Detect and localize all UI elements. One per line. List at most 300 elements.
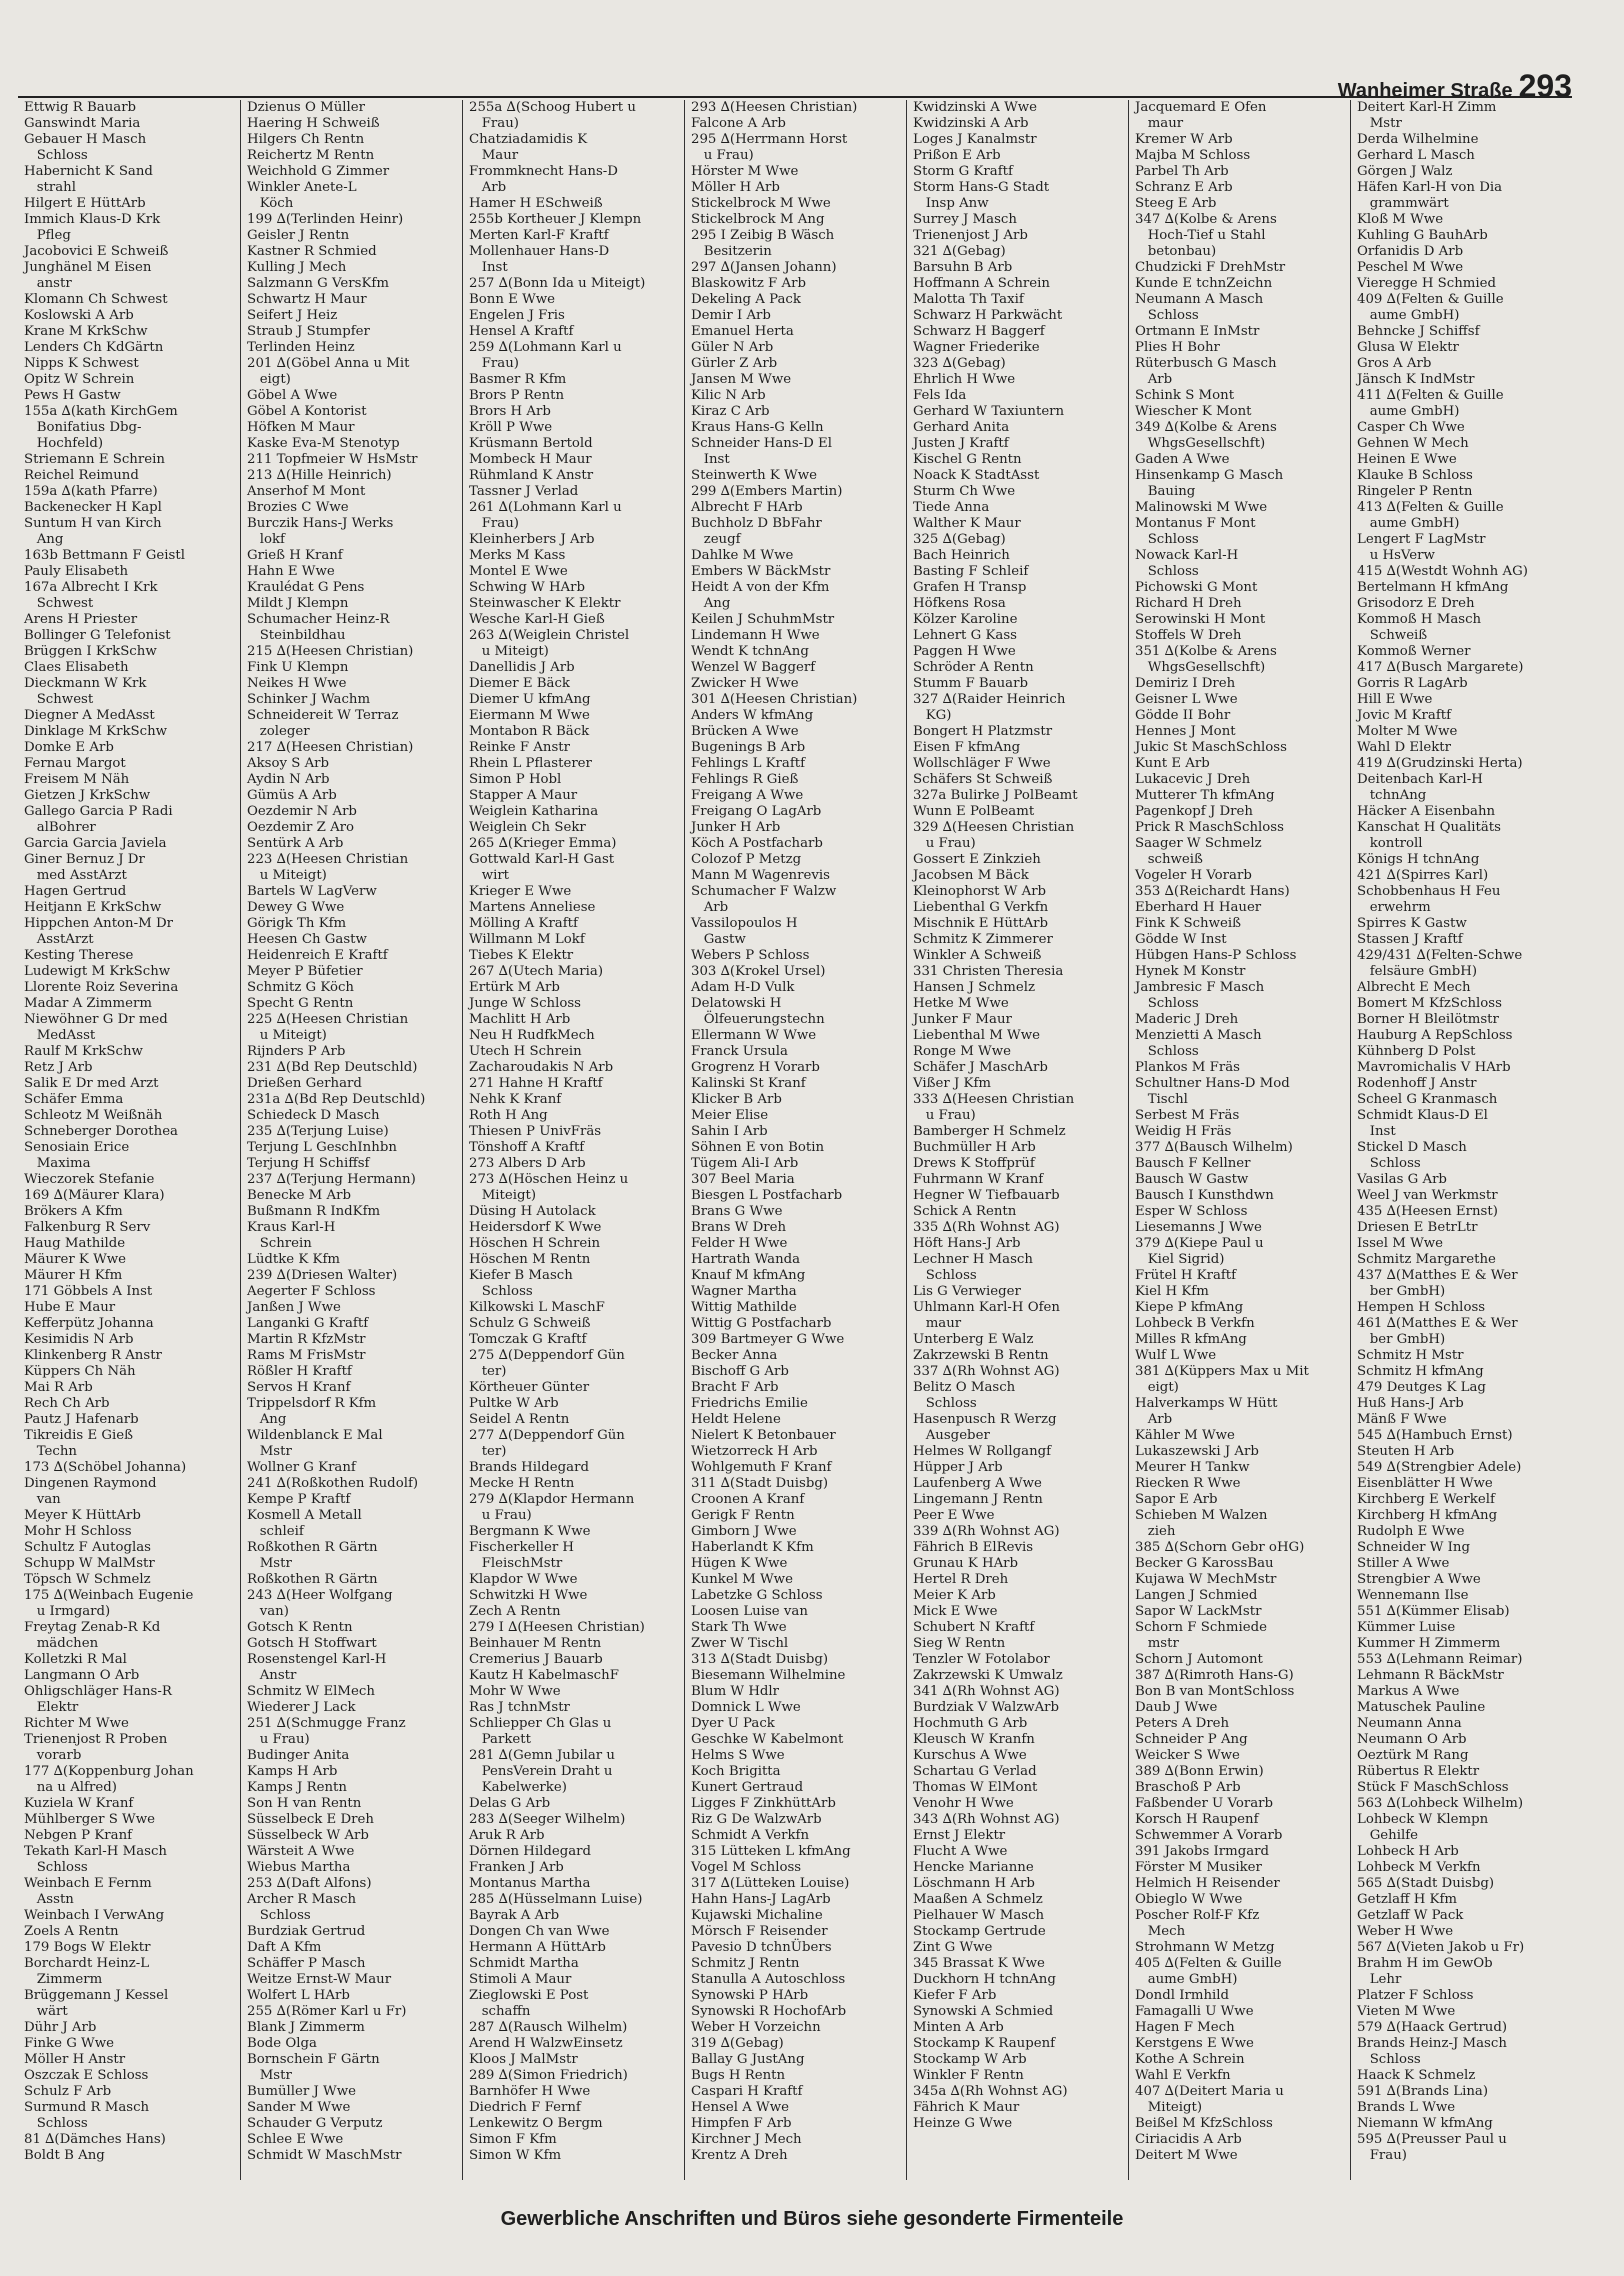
directory-entry: Neumann Anna [1357,1716,1462,1731]
directory-entry: Poscher Rolf-F Kfz [1135,1908,1260,1923]
directory-entry: Töpsch W Schmelz [24,1572,151,1587]
directory-entry: Kunert Gertraud [691,1780,804,1795]
directory-entry: Kulling J Mech [247,260,347,275]
directory-entry: Schneider Hans-D El [691,436,833,451]
directory-entry: Loges J Kanalmstr [913,132,1037,147]
directory-entry: Kwidzinski A Arb [913,116,1029,131]
directory-entry: Peters A Dreh [1135,1716,1230,1731]
directory-entry: 591 ∆(Brands Lina) [1357,2084,1489,2099]
directory-entry: Stickel D Masch [1357,1140,1467,1155]
directory-entry: Franck Ursula [691,1044,788,1059]
directory-entry: eigt) [1135,1380,1179,1395]
directory-entry: wärt [24,2004,68,2019]
directory-entry: Schmitz K Zimmerer [913,932,1053,947]
directory-entry: 409 ∆(Felten & Guille [1357,292,1504,307]
directory-entry: Deitert M Wwe [1135,2148,1238,2163]
directory-entry: Richard H Dreh [1135,596,1242,611]
directory-entry: u Frau) [469,1508,532,1523]
directory-entry: Gietzen J KrkSchw [24,788,151,803]
directory-entry: Jansen M Wwe [691,372,792,387]
directory-entry: maur [913,1316,962,1331]
directory-entry: Merten Karl-F Kraftf [469,228,609,243]
directory-entry: Kujawski Michaline [691,1908,823,1923]
directory-entry: Heitjann E KrkSchw [24,900,162,915]
directory-entry: 323 ∆(Gebag) [913,356,1006,371]
directory-entry: Hagen F Mech [1135,2020,1235,2035]
directory-entry: Möller H Arb [691,180,780,195]
directory-entry: Stumm F Bauarb [913,676,1028,691]
directory-entry: Hahn E Wwe [247,564,335,579]
directory-entry: Braschoß P Arb [1135,1780,1241,1795]
directory-entry: schaffn [469,2004,531,2019]
directory-entry: 335 ∆(Rh Wohnst AG) [913,1220,1060,1235]
directory-entry: 567 ∆(Vieten Jakob u Fr) [1357,1940,1525,1955]
directory-entry: Mstr [247,1556,292,1571]
directory-entry: Biesemann Wilhelmine [691,1668,846,1683]
directory-entry: Martens Anneliese [469,900,596,915]
directory-entry: Buchmüller H Arb [913,1140,1036,1155]
directory-entry: Kuziela W Kranf [24,1796,134,1811]
directory-entry: Haering H Schweiß [247,116,380,131]
directory-entry: 343 ∆(Rh Wohnst AG) [913,1812,1060,1827]
directory-entry: Klapdor W Wwe [469,1572,578,1587]
directory-entry: Noack K StadtAsst [913,468,1040,483]
directory-entry: Vasilas G Arb [1357,1172,1447,1187]
directory-entry: 163b Bettmann F Geistl [24,548,185,563]
directory-entry: Deitenbach Karl-H [1357,772,1483,787]
directory-entry: Mischnik E HüttArb [913,916,1049,931]
directory-entry: Wenzel W Baggerf [691,660,816,675]
directory-entry: 179 Bogs W Elektr [24,1940,151,1955]
directory-entry: Weinbach I VerwAng [24,1908,165,1923]
directory-entry: Dzienus O Müller [247,100,366,115]
directory-entry: Lehr [1357,1972,1402,1987]
directory-entry: Brüggemann J Kessel [24,1988,169,2003]
directory-entry: Rodenhoff J Anstr [1357,1076,1477,1091]
directory-entry: Issel M Wwe [1357,1236,1444,1251]
directory-entry: Zakrzewski B Rentn [913,1348,1049,1363]
directory-entry: alBohrer [24,820,96,835]
directory-entry: Schloss [24,148,88,163]
directory-entry: 273 ∆(Höschen Heinz u [469,1172,629,1187]
directory-entry: Hoch-Tief u Stahl [1135,228,1266,243]
directory-entry: Freytag Zenab-R Kd [24,1620,161,1635]
directory-entry: Mildt J Klempn [247,596,349,611]
directory-entry: Stück F MaschSchloss [1357,1780,1509,1795]
directory-entry: Zwicker H Wwe [691,676,799,691]
directory-entry: Geisner L Wwe [1135,692,1238,707]
directory-entry: Walther K Maur [913,516,1021,531]
directory-entry: Schulz G Schweiß [469,1316,591,1331]
directory-entry: 275 ∆(Deppendorf Gün [469,1348,625,1363]
directory-entry: Pfleg [24,228,71,243]
directory-entry: 311 ∆(Stadt Duisbg) [691,1476,829,1491]
directory-entry: Brücken A Wwe [691,724,799,739]
directory-entry: Chudzicki F DrehMstr [1135,260,1286,275]
directory-entry: Schwing W HArb [469,580,586,595]
header-rule [18,96,1572,98]
directory-entry: Duckhorn H tchnAng [913,1972,1056,1987]
directory-entry: Behncke J Schiffsf [1357,324,1480,339]
directory-entry: Heinen E Wwe [1357,452,1457,467]
directory-entry: Simon W Kfm [469,2148,562,2163]
directory-entry: Vogeler H Vorarb [1135,868,1252,883]
directory-entry: 225 ∆(Heesen Christian [247,1012,409,1027]
directory-entry: 321 ∆(Gebag) [913,244,1006,259]
directory-entry: Göbel A Wwe [247,388,338,403]
directory-entry: aume GmbH) [1357,308,1460,323]
directory-entry: Schink S Mont [1135,388,1235,403]
directory-entry: Zimmerm [24,1972,103,1987]
directory-entry: Kraulédat G Pens [247,580,365,595]
directory-entry: Sahin I Arb [691,1124,768,1139]
directory-entry: Kölzer Karoline [913,612,1018,627]
directory-entry: Schick A Rentn [913,1204,1017,1219]
directory-entry: u Irmgard) [24,1604,111,1619]
directory-entry: Llorente Roiz Severina [24,980,179,995]
directory-entry: 293 ∆(Heesen Christian) [691,100,858,115]
footer-note: Gewerbliche Anschriften und Büros siehe gesonderte Firmenteile [500,2208,1124,2230]
directory-entry: Grogrenz H Vorarb [691,1060,820,1075]
directory-entry: Burdziak V WalzwArb [913,1700,1060,1715]
directory-entry: Schmidt Klaus-D El [1357,1108,1488,1123]
directory-entry: 159a ∆(kath Pfarre) [24,484,158,499]
directory-entry: 381 ∆(Küppers Max u Mit [1135,1364,1309,1379]
directory-entry: Bracht F Arb [691,1380,779,1395]
directory-entry: Sieg W Rentn [913,1636,1006,1651]
directory-entry: Lukaszewski J Arb [1135,1444,1259,1459]
directory-entry: Inst [1357,1124,1396,1139]
directory-entry: Rühmland K Anstr [469,468,594,483]
directory-entry: Güler N Arb [691,340,774,355]
directory-entry: Kolletzki R Mal [24,1652,127,1667]
directory-entry: KG) [913,708,952,723]
directory-entry: Gehilfe [1357,1828,1419,1843]
directory-entry: 327a Bulirke J PolBeamt [913,788,1078,803]
directory-entry: Hörster M Wwe [691,164,799,179]
directory-entry: 411 ∆(Felten & Guille [1357,388,1504,403]
directory-entry: 309 Bartmeyer G Wwe [691,1332,845,1347]
directory-entry: Gastw [691,932,746,947]
directory-entry: 417 ∆(Busch Margarete) [1357,660,1524,675]
directory-entry: Domnick L Wwe [691,1700,801,1715]
directory-entry: Delas G Arb [469,1796,551,1811]
directory-entry: Gürler Z Arb [691,356,778,371]
directory-entry: Bayrak A Arb [469,1908,560,1923]
directory-entry: 171 Göbbels A Inst [24,1284,153,1299]
directory-entry: Görigk Th Kfm [247,916,347,931]
directory-entry: ter) [469,1364,507,1379]
directory-entry: Gerigk F Rentn [691,1508,795,1523]
directory-entry: Junge W Schloss [469,996,581,1011]
directory-entry: Prick R MaschSchloss [1135,820,1284,835]
column-6 [1128,100,1350,2180]
directory-entry: Driesen E BetrLtr [1357,1220,1478,1235]
directory-entry: Stockamp Gertrude [913,1924,1046,1939]
directory-entry: Raulf M KrkSchw [24,1044,143,1059]
directory-entry: Schranz E Arb [1135,180,1233,195]
directory-entry: Kloos J MalMstr [469,2052,578,2067]
directory-entry: Wagner Martha [691,1284,797,1299]
directory-entry: Sturm Ch Wwe [913,484,1016,499]
directory-entry: Rübertus R Elektr [1357,1764,1480,1779]
directory-entry: Montanus Martha [469,1876,591,1891]
directory-entry: 429/431 ∆(Felten-Schwe [1357,948,1523,963]
directory-entry: Rijnders P Arb [247,1044,346,1059]
directory-entry: vorarb [24,1748,82,1763]
directory-entry: Düsing H Autolack [469,1204,596,1219]
directory-entry: 295 ∆(Herrmann Horst [691,132,848,147]
directory-entry: mädchen [24,1636,99,1651]
directory-entry: Hasenpusch R Werzg [913,1412,1057,1427]
directory-entry: Mutterer Th kfmAng [1135,788,1275,803]
directory-entry: Bonn E Wwe [469,292,555,307]
directory-entry: Schauder G Verputz [247,2116,383,2131]
directory-entry: Sapor E Arb [1135,1492,1218,1507]
directory-entry: Schmitz J Rentn [691,1956,800,1971]
directory-entry: Mavromichalis V HArb [1357,1060,1511,1075]
directory-entry: 579 ∆(Haack Gertrud) [1357,2020,1508,2035]
directory-entry: Fink U Klempn [247,660,349,675]
directory-entry: Pagenkopf J Dreh [1135,804,1253,819]
directory-entry: Diegner A MedAsst [24,708,155,723]
directory-entry: Junghänel M Eisen [24,260,152,275]
directory-entry: Heinze G Wwe [913,2116,1013,2131]
directory-entry: Meyer P Büfetier [247,964,363,979]
directory-entry: Wittig Mathilde [691,1300,797,1315]
directory-entry: Wagner Friederike [913,340,1040,355]
directory-entry: Hinsenkamp G Masch [1135,468,1284,483]
directory-entry: Kilkowski L MaschF [469,1300,605,1315]
directory-entry: Geschke W Kabelmont [691,1732,844,1747]
directory-entry: Plankos M Fräs [1135,1060,1240,1075]
street-name: Wanheimer Straße [1337,80,1513,102]
directory-entry: Fischerkeller H [469,1540,575,1555]
directory-entry: Synowski R HochofArb [691,2004,847,2019]
directory-entry: Hoffmann A Schrein [913,276,1050,291]
directory-entry: Höfkens Rosa [913,596,1006,611]
directory-entry: 297 ∆(Jansen Johann) [691,260,837,275]
directory-entry: Schmidt W MaschMstr [247,2148,402,2163]
directory-entry: Stockamp W Arb [913,2052,1027,2067]
directory-entry: Daub J Wwe [1135,1700,1218,1715]
directory-entry: Brüggen I KrkSchw [24,644,157,659]
directory-entry: 257 ∆(Bonn Ida u Miteigt) [469,276,646,291]
directory-entry: u Miteigt) [247,868,327,883]
directory-entry: 217 ∆(Heesen Christian) [247,740,414,755]
directory-entry: Claes Elisabeth [24,660,129,675]
directory-entry: Pavesio D tchnÜbers [691,1940,832,1955]
directory-entry: Oeztürk M Rang [1357,1748,1469,1763]
directory-entry: Simon F Kfm [469,2132,557,2147]
directory-entry: ber GmbH) [1357,1332,1446,1347]
directory-entry: Lechner H Masch [913,1252,1033,1267]
directory-entry: 563 ∆(Lohbeck Wilhelm) [1357,1796,1524,1811]
directory-entry: Grunau K HArb [913,1556,1019,1571]
directory-entry: Friedrichs Emilie [691,1396,808,1411]
directory-entry: PensVerein Draht u [469,1764,613,1779]
directory-entry: Schumacher F Walzw [691,884,837,899]
directory-entry: 261 ∆(Lohmann Karl u [469,500,622,515]
directory-entry: Keilen J SchuhmMstr [691,612,835,627]
directory-entry: Halverkamps W Hütt [1135,1396,1278,1411]
directory-entry: Fährich K Maur [913,2100,1020,2115]
directory-entry: Caspari H Kraftf [691,2084,803,2099]
directory-entry: Schloss [1357,1156,1421,1171]
directory-entry: Felder H Wwe [691,1236,788,1251]
directory-entry: Sentürk A Arb [247,836,344,851]
directory-entry: Wolfert L HArb [247,1988,350,2003]
directory-entry: WhgsGesellschft) [1135,436,1266,451]
directory-entry: Bode Olga [247,2036,317,2051]
directory-entry: Dahlke M Wwe [691,548,794,563]
directory-entry: Wulf L Wwe [1135,1348,1217,1363]
directory-entry: Burdziak Gertrud [247,1924,366,1939]
directory-entry: 167a Albrecht I Krk [24,580,158,595]
directory-entry: Roth H Ang [469,1108,548,1123]
directory-entry: Kosmell A Metall [247,1508,362,1523]
directory-entry: Fels Ida [913,388,967,403]
directory-entry: Techn [24,1444,77,1459]
directory-entry: Ballay G JustAng [691,2052,805,2067]
directory-entry: Neumann O Arb [1357,1732,1467,1747]
directory-entry: Hempen H Schloss [1357,1300,1486,1315]
directory-entry: 231a ∆(Bd Rep Deutschld) [247,1092,426,1107]
directory-entry: erwehrm [1357,900,1431,915]
directory-entry: Aruk R Arb [469,1828,545,1843]
directory-entry: Montanus F Mont [1135,516,1256,531]
directory-entry: Tönshoff A Kraftf [469,1140,585,1155]
directory-entry: Merks M Kass [469,548,566,563]
directory-entry: Tomczak G Kraftf [469,1332,587,1347]
directory-entry: Dyer U Pack [691,1716,775,1731]
directory-entry: Burczik Hans-J Werks [247,516,394,531]
directory-entry: 413 ∆(Felten & Guille [1357,500,1504,515]
directory-entry: Gossert E Zinkzieh [913,852,1041,867]
directory-entry: Wiederer J Lack [247,1700,356,1715]
directory-entry: Kleinophorst W Arb [913,884,1047,899]
directory-entry: Ellermann W Wwe [691,1028,817,1043]
directory-entry: Janßen J Wwe [247,1300,341,1315]
directory-entry: Bornschein F Gärtn [247,2052,380,2067]
directory-entry: Mohr W Wwe [469,1684,561,1699]
directory-entry: ber GmbH) [1357,1284,1446,1299]
directory-entry: Haug Mathilde [24,1236,126,1251]
directory-entry: Fernau Margot [24,756,126,771]
directory-entry: Albrecht F HArb [691,500,803,515]
directory-entry: Gödde II Bohr [1135,708,1231,723]
directory-entry: Gros A Arb [1357,356,1432,371]
directory-entry: Höft Hans-J Arb [913,1236,1021,1251]
directory-entry: Storm Hans-G Stadt [913,180,1050,195]
directory-entry: Schartau G Verlad [913,1764,1037,1779]
directory-entry: 255b Kortheuer J Klempn [469,212,642,227]
directory-entry: Nowack Karl-H [1135,548,1239,563]
directory-entry: Bußmann R IndKfm [247,1204,381,1219]
directory-entry: Thomas W ElMont [913,1780,1038,1795]
directory-entry: Stassen J Kraftf [1357,932,1463,947]
directory-entry: 565 ∆(Stadt Duisbg) [1357,1876,1495,1891]
directory-entry: Gödde W Inst [1135,932,1227,947]
directory-entry: Anstr [247,1668,297,1683]
directory-entry: Krentz A Dreh [691,2148,788,2163]
directory-entry: Insp Anw [913,196,989,211]
directory-entry: Heldt Helene [691,1412,781,1427]
directory-entry: med AsstArzt [24,868,127,883]
directory-entry: 333 ∆(Heesen Christian [913,1092,1075,1107]
directory-entry: Bollinger G Telefonist [24,628,171,643]
directory-entry: eigt) [247,372,291,387]
directory-entry: Hübgen Hans-P Schloss [1135,948,1297,963]
directory-entry: Klicker B Arb [691,1092,782,1107]
directory-entry: Schubert N Kraftf [913,1620,1035,1635]
directory-entry: Ras J tchnMstr [469,1700,570,1715]
directory-entry: 263 ∆(Weiglein Christel [469,628,630,643]
directory-entry: u Frau) [247,1732,310,1747]
directory-entry: Neumann A Masch [1135,292,1264,307]
directory-entry: Schwest [24,692,94,707]
directory-entry: Schultz F Autoglas [24,1540,151,1555]
directory-entry: 283 ∆(Seeger Wilhelm) [469,1812,626,1827]
directory-entry: Höschen H Schrein [469,1236,601,1251]
directory-entry: Kurschus A Wwe [913,1748,1027,1763]
directory-entry: Maaßen A Schmelz [913,1892,1043,1907]
directory-entry: Kamps H Arb [247,1764,338,1779]
directory-entry: Reichel Reimund [24,468,139,483]
directory-entry: Gerhard W Taxiuntern [913,404,1065,419]
directory-entry: Finke G Wwe [24,2036,114,2051]
directory-entry: Göbel A Kontorist [247,404,367,419]
directory-entry: Strohmann W Metzg [1135,1940,1275,1955]
directory-entry: 241 ∆(Roßkothen Rudolf) [247,1476,419,1491]
directory-entry: Steinwerth K Wwe [691,468,817,483]
directory-entry: Garcia Garcia Javiela [24,836,167,851]
directory-entry: Zoels A Rentn [24,1924,119,1939]
directory-entry: Derda Wilhelmine [1357,132,1479,147]
directory-entry: Bartels W LagVerw [247,884,377,899]
directory-entry: Bausch W Gastw [1135,1172,1249,1187]
directory-entry: Oszczak E Schloss [24,2068,149,2083]
directory-entry: Jänsch K IndMstr [1357,372,1475,387]
directory-entry: Weber H Vorzeichn [691,2020,821,2035]
directory-entry: Hauburg A RepSchloss [1357,1028,1513,1043]
directory-entry: Borchardt Heinz-L [24,1956,150,1971]
directory-entry: zieh [1135,1524,1176,1539]
directory-entry: 339 ∆(Rh Wohnst AG) [913,1524,1060,1539]
directory-entry: Pews H Gastw [24,388,121,403]
directory-entry: Mstr [247,2068,292,2083]
directory-entry: Stiller A Wwe [1357,1556,1450,1571]
directory-entry: Nebgen P Kranf [24,1828,133,1843]
directory-entry: Schorn J Automont [1135,1652,1263,1667]
directory-entry: Junker H Arb [691,820,781,835]
directory-entry: 317 ∆(Lütteken Louise) [691,1876,850,1891]
directory-entry: Arb [1135,372,1173,387]
directory-entry: Kiefer F Arb [913,1988,997,2003]
directory-entry: Schleotz M Weißnäh [24,1108,163,1123]
directory-entry: Knauf M kfmAng [691,1268,806,1283]
directory-entry: 277 ∆(Deppendorf Gün [469,1428,625,1443]
directory-entry: strahl [24,180,76,195]
directory-entry: Jambresic F Masch [1135,980,1265,995]
directory-entry: 419 ∆(Grudzinski Herta) [1357,756,1523,771]
directory-entry: Reinke F Anstr [469,740,570,755]
directory-entry: 391 Jakobs Irmgard [1135,1844,1270,1859]
directory-entry: Ganswindt Maria [24,116,141,131]
directory-entry: 177 ∆(Koppenburg Johan [24,1764,194,1779]
directory-entry: Schweiß [1357,628,1428,643]
directory-entry: Wollner G Kranf [247,1460,356,1475]
